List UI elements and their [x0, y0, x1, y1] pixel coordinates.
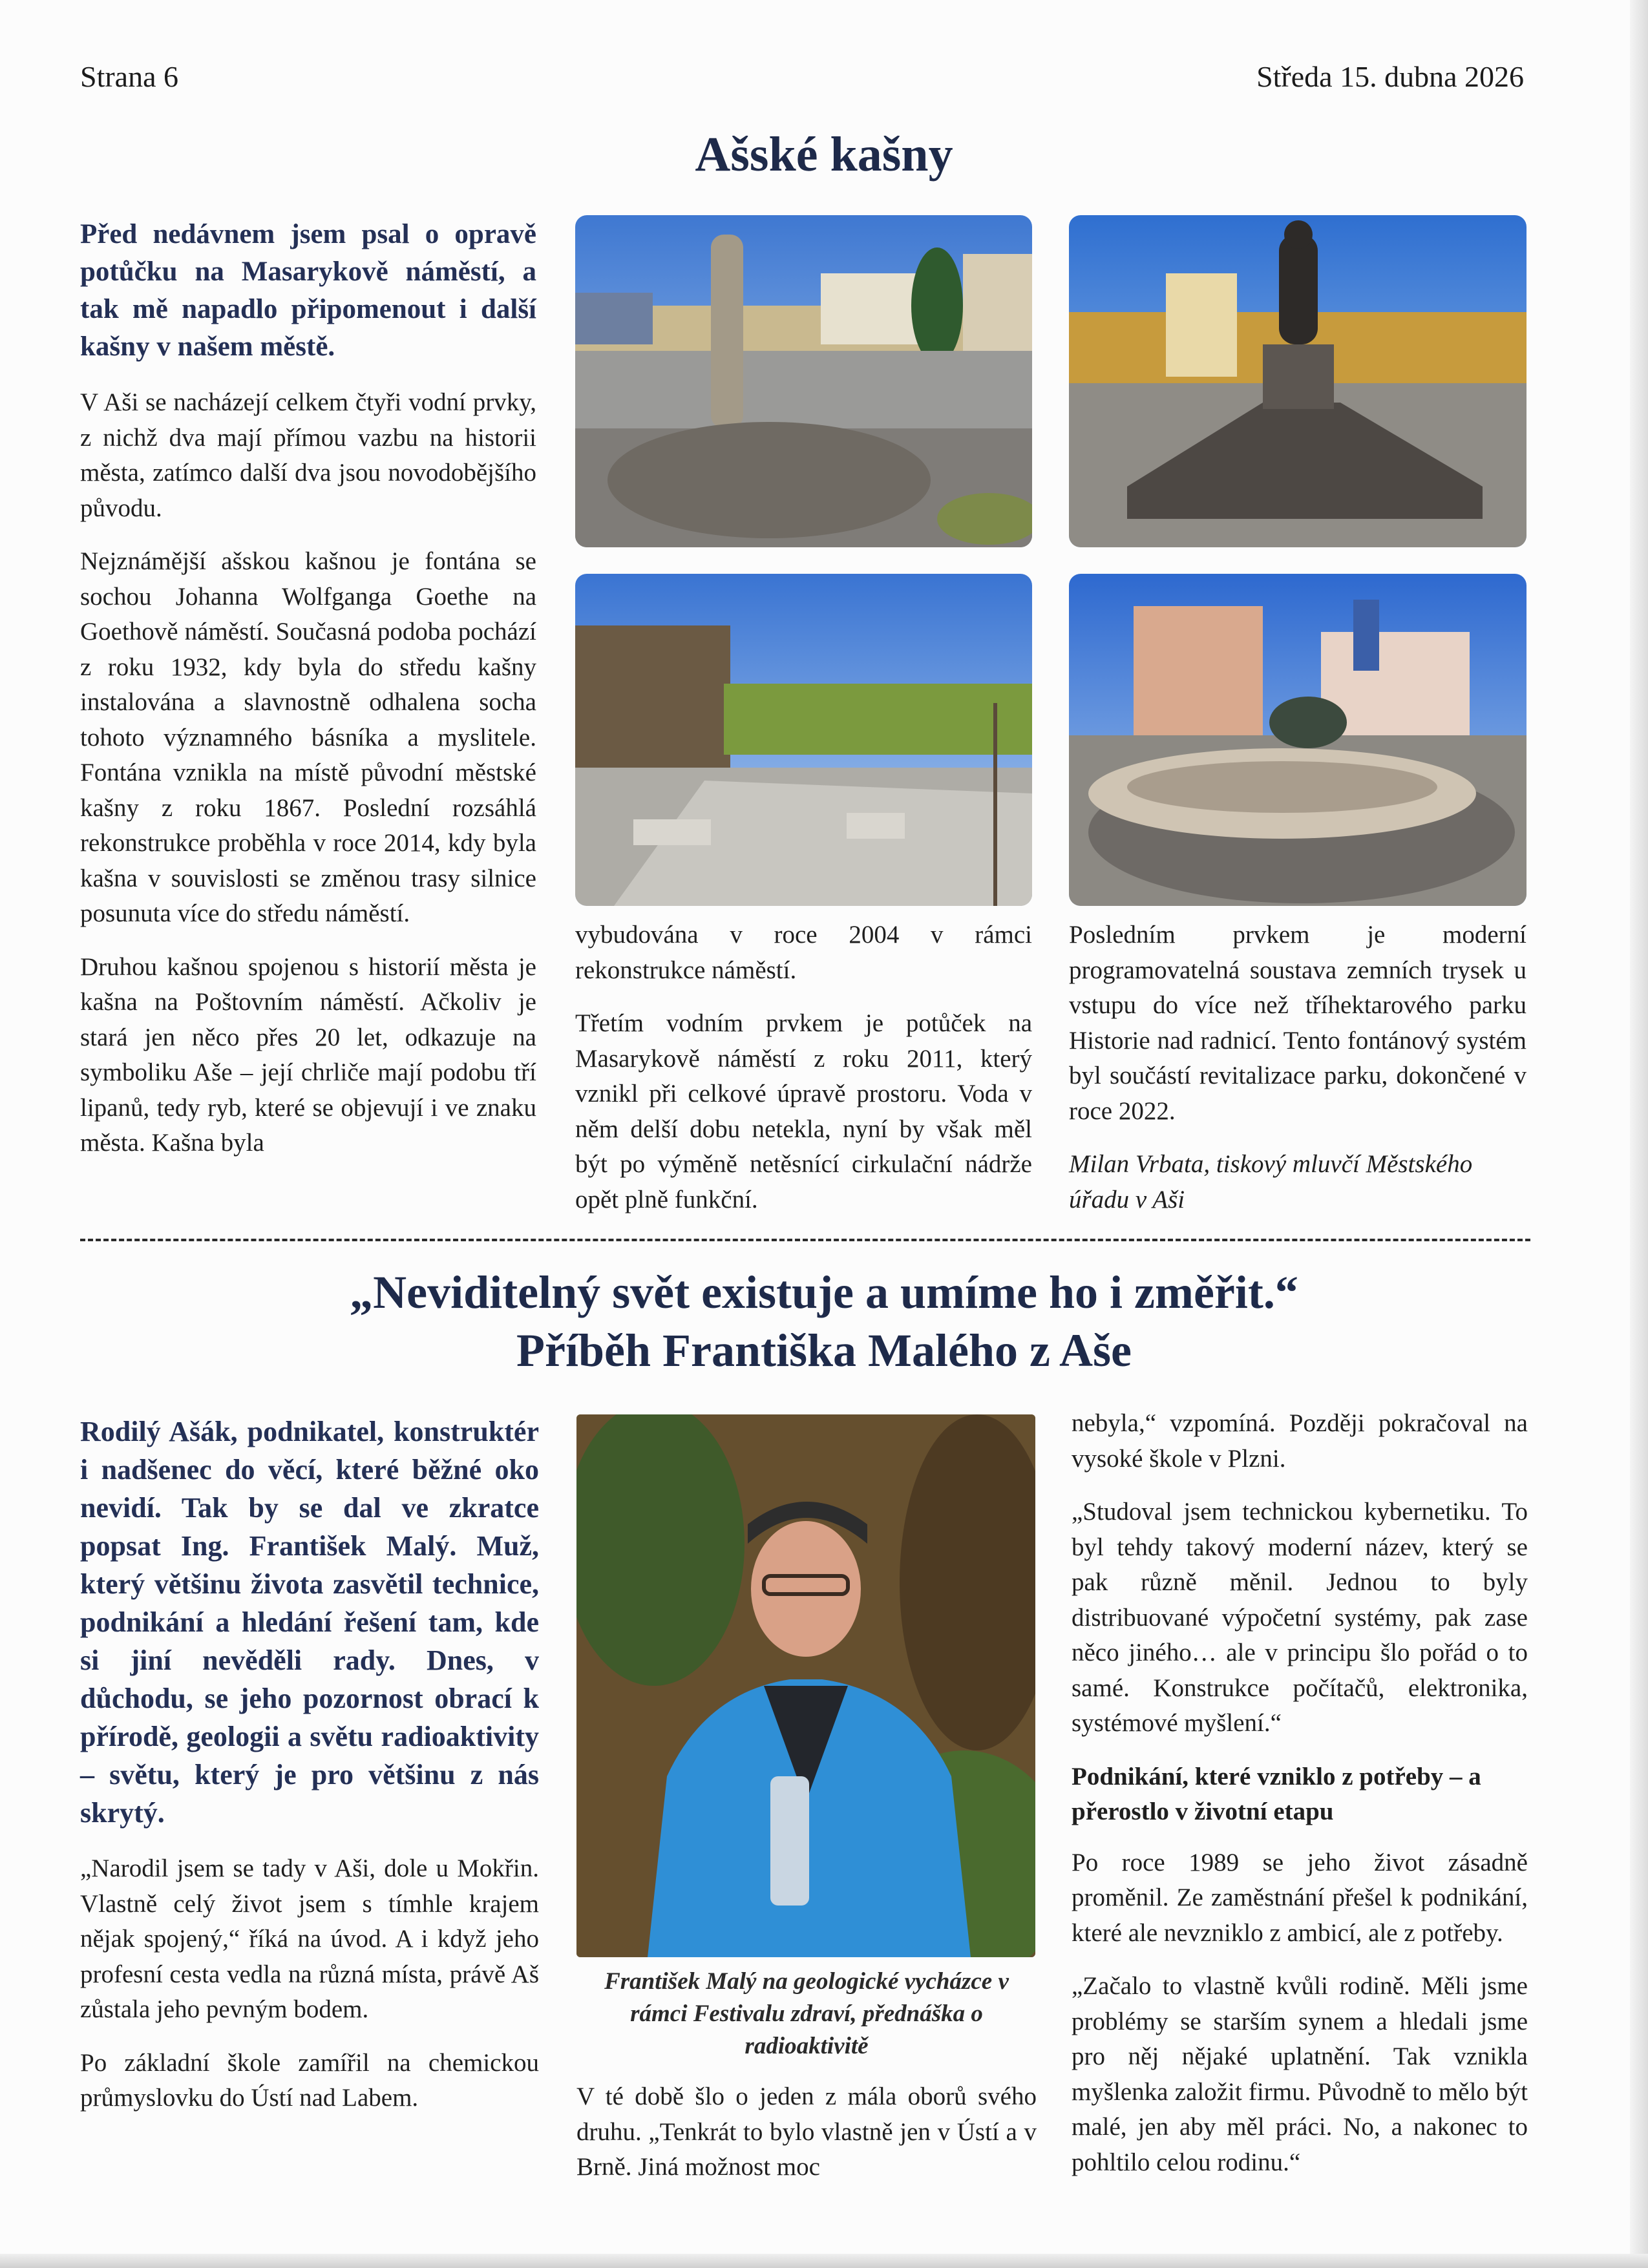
article2-paragraph: V té době šlo o jeden z mála oborů svého druhu. „Tenkrát to bylo vlastně jen v Ústí a v Brně. Jiná možnost moc: [576, 2083, 1037, 2181]
article1-column-3: [1069, 918, 1527, 1235]
photo-goethe-statue: [1069, 215, 1527, 547]
article2-paragraph: Po základní škole zamířil na chemickou průmyslovku do Ústí nad Labem.: [80, 2048, 539, 2112]
article2-title: [0, 1263, 1648, 1380]
page-edge-shadow: [1630, 0, 1648, 2268]
photo-frantisek-maly: [576, 1414, 1035, 1957]
article1-title: Ašské kašny: [695, 127, 953, 182]
article2-paragraph: „Narodil jsem se tady v Aši, dole u Mokřin. Vlastně celý život jsem s tímhle krajem nějak spojený,“ říká na úvod. A i když jeho profesní cesta vedla na různá místa, právě Aš zůstala jeho pevným bodem.: [80, 1854, 539, 2023]
page-edge-shadow-bottom: [0, 2254, 1648, 2268]
article2-subheading: Podnikání, které vzniklo z potřeby – a přerostlo v životní etapu: [1072, 1762, 1481, 1825]
article1-paragraph: Nejznámější ašskou kašnou je fontána se sochou Johanna Wolfganga Goethe na Goethově náměstí. Současná podoba pochází z roku 1932, kdy byla do středu kašny instalována a slavnostně odhalena socha tohoto významného básníka a myslitele. Fontána vznikla na místě původní městské kašny z roku 1867. Poslední rozsáhlá rekonstrukce proběhla v roce 2014, kdy byla kašna v souvislosti se změnou trasy silnice posunuta více do středu náměstí.: [80, 547, 536, 927]
article2-paragraph: nebyla,“ vzpomíná. Později pokračoval na vysoké škole v Plzni.: [1072, 1409, 1528, 1473]
article1-column-1: [80, 216, 536, 1179]
photo-masaryk-stream: [575, 574, 1032, 906]
article1-signature: Milan Vrbata, tiskový mluvčí Městského úřadu v Aši: [1069, 1150, 1473, 1213]
section-divider: [80, 1239, 1530, 1241]
article2-column-2: [576, 2079, 1037, 2203]
article2-lead: Rodilý Ašák, podnikatel, konstruktér i nadšenec do věcí, které běžné oko nevidí. Tak by se dal ve zkratce popsat Ing. František Malý. Muž, který většinu života zasvětil technice, podnikání a hledání řešení tam, kde si jiní nevěděli rady. Dnes, v důchodu, se jeho pozornost obrací k přírodě, geologii a světu radioaktivity – světu, který je pro většinu z nás skrytý.: [80, 1416, 539, 1829]
article1-paragraph: Posledním prvkem je moderní programovatelná soustava zemních trysek u vstupu do více než tříhektarového parku Historie nad radnicí. Tento fontánový systém byl součástí revitalizace parku, dokončené v roce 2022.: [1069, 921, 1527, 1125]
article2-title-line-1: „Neviditelný svět existuje a umíme ho i změřit.“: [350, 1266, 1298, 1318]
article1-paragraph: Třetím vodním prvkem je potůček na Masarykově náměstí z roku 2011, který vznikl při celkové úpravě prostoru. Voda v něm delší dobu netekla, nyní by však měl být po výměně netěsnící cirkulační nádrže opět plně funkční.: [575, 1009, 1032, 1213]
page-number: Strana 6: [80, 60, 179, 93]
article1-paragraph: Druhou kašnou spojenou s historií města je kašna na Poštovním náměstí. Ačkoliv je stará jen něco přes 20 let, odkazuje na symboliku Aše – její chrliče mají podobu tří lipanů, tedy ryb, které se objevují i ve znaku města. Kašna byla: [80, 952, 536, 1157]
article2-paragraph: „Studoval jsem technickou kybernetiku. To byl tehdy takový moderní název, který se pak různě měnil. Jednou to byly distribuované výpočetní systémy, pak zase něco jiného… ale v principu šlo pořád o to samé. Konstrukce počítačů, elektronika, systémové myšlení.“: [1072, 1498, 1528, 1737]
article2-paragraph: „Začalo to vlastně kvůli rodině. Měli jsme problémy se starším synem a hledali jsme pro něj nějaké uplatnění. Tak vznikla myšlenka založit firmu. Původně to mělo být malé, jen aby měl práci. No, a nakonec to pohltilo celou rodinu.“: [1072, 1972, 1528, 2176]
article2-column-1: [80, 1412, 539, 2134]
article1-paragraph: V Aši se nacházejí celkem čtyři vodní prvky, z nichž dva mají přímou vazbu na historii města, zatímco další dva jsou novodobějšího původu.: [80, 388, 536, 522]
photo-post-square-fountain: [1069, 574, 1527, 906]
article2-paragraph: Po roce 1989 se jeho život zásadně proměnil. Ze zaměstnání přešel k podnikání, které ale nevzniklo z ambicí, ale z potřeby.: [1072, 1848, 1528, 1947]
article2-title-line-2: Příběh Františka Malého z Aše: [516, 1325, 1132, 1376]
article2-column-3: [1072, 1406, 1528, 2198]
issue-date: Středa 15. dubna 2026: [1256, 60, 1524, 93]
article1-column-2: [575, 918, 1032, 1235]
photo-stone-fountain: [575, 215, 1032, 547]
article1-lead: Před nedávnem jsem psal o opravě potůčku na Masarykově náměstí, a tak mě napadlo připomenout i další kašny v našem městě.: [80, 219, 536, 362]
article1-paragraph: vybudována v roce 2004 v rámci rekonstrukce náměstí.: [575, 921, 1032, 984]
photo-caption: František Malý na geologické vycházce v rámci Festivalu zdraví, přednáška o radioaktivitě: [604, 1968, 1009, 2059]
